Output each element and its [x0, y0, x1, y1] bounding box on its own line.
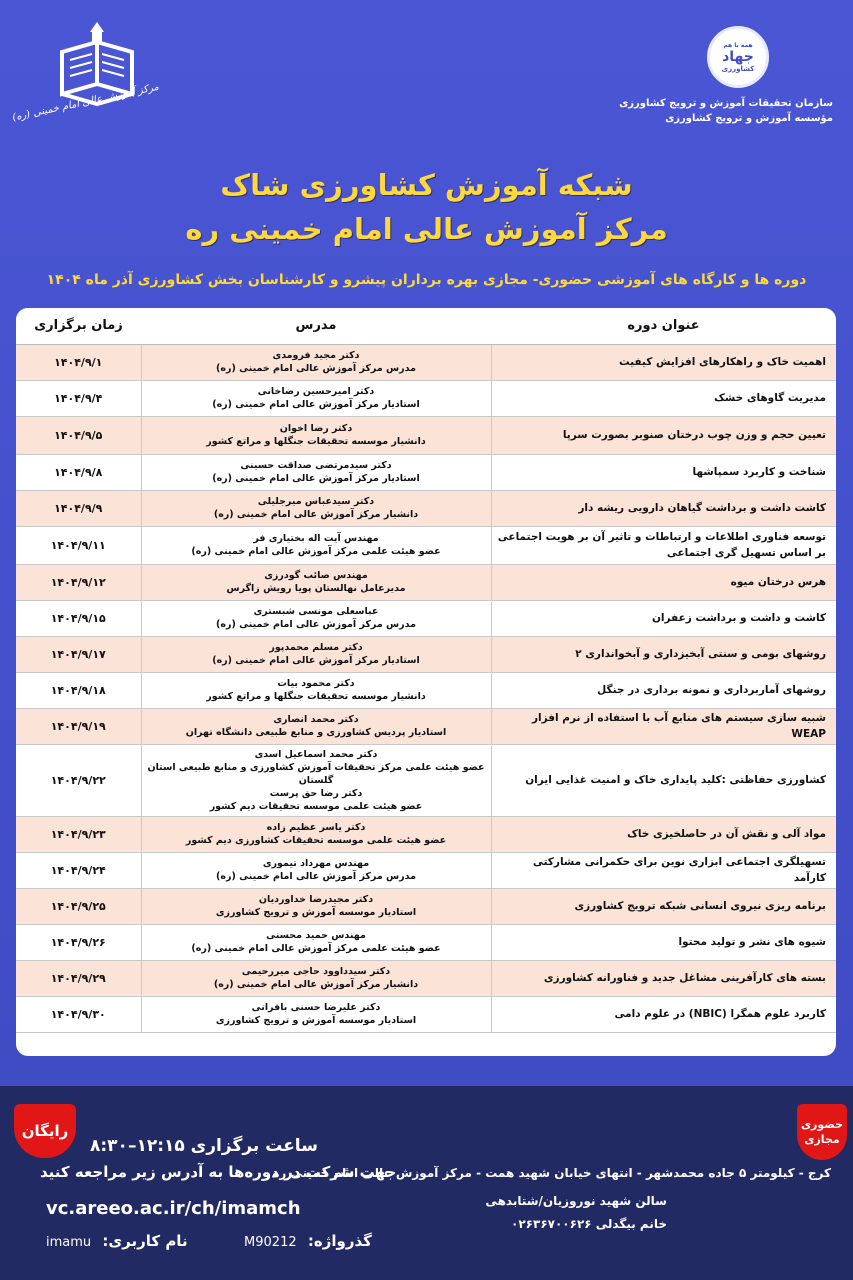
teacher-line: دکتر محمد اسماعیل اسدی — [254, 748, 378, 760]
course-title: توسعه فناوری اطلاعات و ارتباطات و تاثیر آن بر هویت اجتماعی بر اساس تسهیل گری اجتماعی — [491, 526, 836, 564]
course-title: شبیه سازی سیستم های منابع آب با استفاده از نرم افزار WEAP — [491, 708, 836, 744]
course-date: ۱۴۰۴/۹/۱۷ — [16, 636, 141, 672]
teacher-line: استادیار موسسه آموزش و ترویج کشاورزی — [215, 1015, 417, 1026]
course-title: کشاورزی حفاظتی :کلید پایداری خاک و امنیت غذایی ایران — [491, 744, 836, 816]
password-value: M90212 — [244, 1235, 297, 1250]
course-title: شیوه های نشر و تولید محتوا — [491, 924, 836, 960]
address-text: کرج - کیلومتر ۵ جاده محمدشهر - انتهای خیابان شهید همت - مرکز آموزش عالی امام خمینی ره — [272, 1166, 831, 1180]
teacher-line: دانشیار موسسه تحقیقات جنگلها و مراتع کشور — [206, 436, 426, 447]
username-label: نام کاربری: — [102, 1232, 188, 1250]
jahad-logo — [619, 18, 833, 138]
course-teacher — [141, 380, 491, 416]
hall-text: سالن شهید نوروزیان/شتابدهی — [485, 1194, 667, 1208]
teacher-line: دکتر مجید فرومدی — [272, 350, 360, 361]
course-date: ۱۴۰۴/۹/۱۹ — [16, 708, 141, 744]
page-title-1: شبکه آموزش کشاورزی شاک — [220, 168, 633, 202]
course-teacher — [141, 636, 491, 672]
course-title: مدیریت گاوهای خشک — [491, 380, 836, 416]
table-row — [16, 744, 836, 816]
table-row — [16, 454, 836, 490]
mode-badge-line1: حضوری — [800, 1118, 844, 1131]
course-title: هرس درختان میوه — [491, 564, 836, 600]
teacher-line: مدرس مرکز آموزش عالی امام خمینی (ره) — [216, 363, 416, 374]
teacher-line: استادیار موسسه آموزش و ترویج کشاورزی — [215, 907, 417, 918]
teacher-line: مدرس مرکز آموزش عالی امام خمینی (ره) — [216, 619, 416, 630]
table-header-row — [16, 308, 836, 344]
course-teacher — [141, 744, 491, 816]
teacher-line: دکتر امیرحسین رضاخانی — [257, 386, 375, 397]
table-row — [16, 996, 836, 1032]
course-date: ۱۴۰۴/۹/۲۴ — [16, 852, 141, 888]
table-row — [16, 564, 836, 600]
header-title: عنوان دوره — [491, 308, 836, 344]
teacher-line: مهندس حمید محسنی — [266, 930, 366, 941]
jahad-big-text: جهاد — [722, 48, 754, 65]
course-date: ۱۴۰۴/۹/۱۸ — [16, 672, 141, 708]
teacher-line: مهندس مهرداد تیموری — [262, 858, 370, 869]
course-title: برنامه ریزی نیروی انسانی شبکه ترویج کشاورزی — [491, 888, 836, 924]
mode-badge-line2: مجازی — [804, 1133, 840, 1146]
course-teacher — [141, 672, 491, 708]
course-teacher — [141, 490, 491, 526]
teacher-line: دانشیار مرکز آموزش عالی امام خمینی (ره) — [213, 979, 419, 990]
teacher-line: عضو هیئت علمی مرکز تحقیقات آموزش کشاورزی و منابع طبیعی استان گلستان — [147, 761, 485, 786]
mode-badge — [797, 1104, 847, 1160]
org-name-2: مؤسسه آموزش و ترویج کشاورزی — [665, 113, 833, 124]
teacher-line: دکتر سیدمرتضی صداقت حسینی — [240, 460, 392, 471]
course-title: مواد آلی و نقش آن در حاصلخیزی خاک — [491, 816, 836, 852]
course-title: کاربرد علوم همگرا (NBIC) در علوم دامی — [491, 996, 836, 1032]
course-teacher — [141, 454, 491, 490]
teacher-line: دانشیار مرکز آموزش عالی امام خمینی (ره) — [213, 509, 419, 520]
course-teacher — [141, 416, 491, 454]
jahad-small-text: همه با هم — [723, 41, 753, 49]
course-teacher — [141, 996, 491, 1032]
jahad-sub-text: کشاورزی — [721, 64, 755, 73]
page-subtitle: دوره ها و کارگاه های آموزشی حضوری- مجازی بهره برداران پیشرو و کارشناسان بخش کشاورزی آذر ماه ۱۴۰۴ — [46, 272, 807, 288]
course-teacher — [141, 564, 491, 600]
table-row — [16, 888, 836, 924]
course-date: ۱۴۰۴/۹/۴ — [16, 380, 141, 416]
teacher-line: دکتر محمد انصاری — [273, 714, 359, 725]
teacher-line: دانشیار موسسه تحقیقات جنگلها و مراتع کشور — [206, 691, 426, 702]
teacher-line: مهندس صائب گودرزی — [264, 570, 368, 581]
footer — [0, 1086, 853, 1280]
table-row — [16, 852, 836, 888]
course-title: کاشت و داشت و برداشت زعفران — [491, 600, 836, 636]
teacher-line: دکتر محمود بیات — [277, 678, 355, 689]
course-date: ۱۴۰۴/۹/۱ — [16, 344, 141, 380]
table-row — [16, 816, 836, 852]
course-date: ۱۴۰۴/۹/۱۲ — [16, 564, 141, 600]
credentials — [40, 1232, 372, 1250]
course-date: ۱۴۰۴/۹/۹ — [16, 490, 141, 526]
table-row — [16, 672, 836, 708]
course-teacher — [141, 600, 491, 636]
course-date: ۱۴۰۴/۹/۲۲ — [16, 744, 141, 816]
table-row — [16, 490, 836, 526]
course-teacher — [141, 888, 491, 924]
teacher-line: عضو هیئت علمی مرکز آموزش عالی امام خمینی (ره) — [191, 943, 441, 954]
join-text: جهت شرکت در دوره‌ها به آدرس زیر مراجعه کنید — [40, 1163, 397, 1181]
registration-link[interactable]: vc.areeo.ac.ir/ch/imamch — [46, 1198, 301, 1219]
table-row — [16, 380, 836, 416]
teacher-line: دکتر علیرضا حسنی بافرانی — [251, 1002, 381, 1013]
course-teacher — [141, 852, 491, 888]
course-title: روشهای بومی و سنتی آبخیزداری و آبخوانداری ۲ — [491, 636, 836, 672]
course-title: کاشت داشت و برداشت گیاهان دارویی ریشه دار — [491, 490, 836, 526]
course-teacher — [141, 816, 491, 852]
course-date: ۱۴۰۴/۹/۱۱ — [16, 526, 141, 564]
teacher-line: مدرس مرکز آموزش عالی امام خمینی (ره) — [216, 871, 416, 882]
table-row — [16, 924, 836, 960]
password-label: گذرواژه: — [307, 1232, 372, 1250]
teacher-line: دکتر رضا اخوان — [279, 423, 353, 434]
course-date: ۱۴۰۴/۹/۲۶ — [16, 924, 141, 960]
teacher-line: استادیار مرکز آموزش عالی امام خمینی (ره) — [212, 399, 420, 410]
table-row — [16, 344, 836, 380]
org-name-1: سازمان تحقیقات آموزش و ترویج کشاورزی — [619, 98, 833, 109]
course-date: ۱۴۰۴/۹/۲۵ — [16, 888, 141, 924]
free-badge: رایگان — [14, 1104, 76, 1158]
course-date: ۱۴۰۴/۹/۲۹ — [16, 960, 141, 996]
course-title: تسهیلگری اجتماعی ابزاری نوین برای حکمرانی مشارکتی کارآمد — [491, 852, 836, 888]
teacher-line: مدیرعامل نهالستان پویا رویش زاگرس — [226, 583, 406, 594]
header-date: زمان برگزاری — [16, 308, 141, 344]
teacher-line: دکتر مجیدرضا خداوردیان — [258, 894, 374, 905]
course-teacher — [141, 960, 491, 996]
teacher-line: استادیار مرکز آموزش عالی امام خمینی (ره) — [212, 473, 420, 484]
left-logo-caption: مرکز آموزش عالی امام خمینی (ره) — [11, 81, 160, 124]
jahad-emblem — [707, 26, 769, 88]
phone-text: خانم بیگدلی ۰۲۶۳۶۷۰۰۶۲۶ — [511, 1217, 667, 1231]
course-teacher — [141, 344, 491, 380]
teacher-line: مهندس آیت اله بختیاری فر — [253, 533, 379, 544]
course-title: اهمیت خاک و راهکارهای افزایش کیفیت — [491, 344, 836, 380]
courses-table — [16, 308, 836, 1056]
course-date: ۱۴۰۴/۹/۱۵ — [16, 600, 141, 636]
table-row — [16, 416, 836, 454]
teacher-line: دکتر یاسر عظیم زاده — [266, 822, 366, 833]
course-title: شناخت و کاربرد سمپاشها — [491, 454, 836, 490]
course-date: ۱۴۰۴/۹/۸ — [16, 454, 141, 490]
teacher-line: دکتر رضا حق پرست — [269, 787, 363, 799]
teacher-line: عضو هیئت علمی موسسه تحقیقات دیم کشور — [209, 800, 423, 812]
table-row — [16, 526, 836, 564]
teacher-line: عضو هیئت علمی موسسه تحقیقات کشاورزی دیم کشور — [185, 835, 447, 846]
teacher-line: استادیار پردیس کشاورزی و منابع طبیعی دانشگاه تهران — [185, 727, 447, 738]
teacher-line: عضو هیئت علمی مرکز آموزش عالی امام خمینی (ره) — [191, 546, 441, 557]
course-teacher — [141, 526, 491, 564]
table-row — [16, 708, 836, 744]
course-date: ۱۴۰۴/۹/۲۳ — [16, 816, 141, 852]
username-value: imamu — [46, 1235, 92, 1250]
course-date: ۱۴۰۴/۹/۳۰ — [16, 996, 141, 1032]
table-row — [16, 600, 836, 636]
course-teacher — [141, 924, 491, 960]
teacher-line: دکتر سیدعباس میرجلیلی — [257, 496, 375, 507]
table-row — [16, 636, 836, 672]
course-date: ۱۴۰۴/۹/۵ — [16, 416, 141, 454]
time-text: ساعت برگزاری ۱۲:۱۵–۸:۳۰ — [90, 1136, 318, 1156]
course-title: روشهای آماربرداری و نمونه برداری در جنگل — [491, 672, 836, 708]
teacher-line: استادیار مرکز آموزش عالی امام خمینی (ره) — [212, 655, 420, 666]
course-title: بسته های کارآفرینی مشاغل جدید و فناورانه کشاورزی — [491, 960, 836, 996]
course-title: تعیین حجم و وزن چوب درختان صنوبر بصورت سرپا — [491, 416, 836, 454]
teacher-line: دکتر سیدداوود حاجی میررحیمی — [241, 966, 391, 977]
header-teacher: مدرس — [141, 308, 491, 344]
teacher-line: دکتر مسلم محمدپور — [269, 642, 363, 653]
page-title-2: مرکز آموزش عالی امام خمینی ره — [185, 212, 668, 246]
teacher-line: عباسعلی مونسی شبستری — [253, 606, 379, 617]
course-teacher — [141, 708, 491, 744]
table-row — [16, 960, 836, 996]
